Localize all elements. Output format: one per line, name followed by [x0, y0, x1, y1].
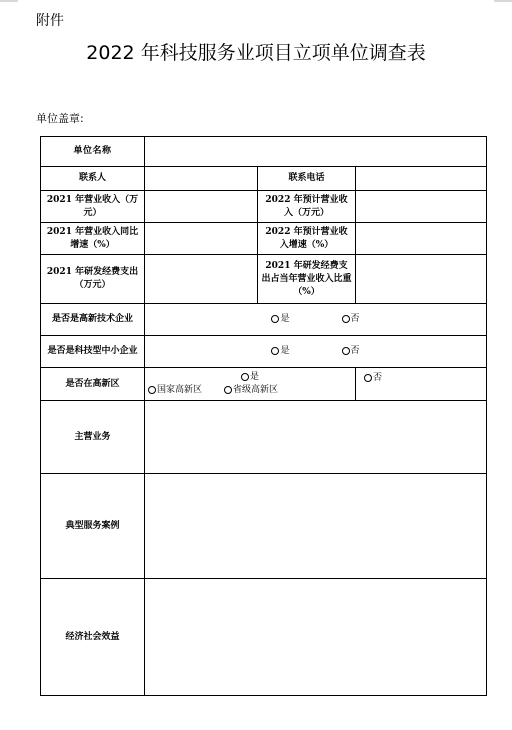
survey-form-table: [40, 136, 487, 696]
revenue-growth-2021-field[interactable]: [145, 223, 258, 255]
radio-icon: [342, 347, 350, 355]
zone-no-option[interactable]: 否: [364, 372, 382, 385]
revenue-2022-est-field[interactable]: [356, 191, 487, 223]
service-cases-field[interactable]: [145, 474, 487, 579]
national-zone-option[interactable]: 国家高新区: [148, 384, 202, 397]
radio-icon: [271, 347, 279, 355]
rd-ratio-2021-field[interactable]: [356, 255, 487, 304]
contact-phone-field[interactable]: [356, 167, 487, 191]
table-row: [41, 579, 487, 696]
unit-name-field[interactable]: [145, 137, 487, 167]
label-in-high-tech-zone: 是否在高新区: [41, 368, 145, 401]
tech-sme-yes-option[interactable]: 是: [271, 345, 289, 358]
revenue-2021-field[interactable]: [145, 191, 258, 223]
label-revenue-2022-est: 2022 年预计营业收入（万元）: [258, 191, 356, 223]
contact-person-field[interactable]: [145, 167, 258, 191]
provincial-zone-option[interactable]: 省级高新区: [224, 384, 278, 397]
radio-icon: [224, 386, 232, 394]
radio-icon: [241, 373, 249, 381]
label-service-cases: 典型服务案例: [41, 474, 145, 579]
table-row: [41, 191, 487, 223]
zone-yes-option[interactable]: 是: [148, 371, 352, 384]
page-corner-mark: [494, 0, 512, 2]
high-tech-enterprise-options: [145, 304, 487, 336]
label-main-business: 主营业务: [41, 401, 145, 474]
label-high-tech-enterprise: 是否是高新技术企业: [41, 304, 145, 336]
attachment-label: 附件: [36, 13, 64, 29]
revenue-growth-2022-est-field[interactable]: [356, 223, 487, 255]
table-row: [41, 255, 487, 304]
table-row: [41, 401, 487, 474]
high-tech-yes-option[interactable]: 是: [271, 313, 289, 326]
tech-sme-options: [145, 336, 487, 368]
table-row: [41, 137, 487, 167]
table-row: [41, 336, 487, 368]
table-row: [41, 304, 487, 336]
high-tech-no-option[interactable]: 否: [342, 313, 360, 326]
tech-sme-no-option[interactable]: 否: [342, 345, 360, 358]
label-tech-sme: 是否是科技型中小企业: [41, 336, 145, 368]
table-row: [41, 368, 487, 401]
label-revenue-growth-2021: 2021 年营业收入同比增速（%）: [41, 223, 145, 255]
label-unit-name: 单位名称: [41, 137, 145, 167]
zone-no-cell: [356, 368, 487, 401]
rd-expense-2021-field[interactable]: [145, 255, 258, 304]
radio-icon: [364, 374, 372, 382]
label-contact-person: 联系人: [41, 167, 145, 191]
table-row: [41, 474, 487, 579]
radio-icon: [342, 315, 350, 323]
stamp-label: 单位盖章:: [36, 112, 84, 125]
socio-economic-benefits-field[interactable]: [145, 579, 487, 696]
label-revenue-growth-2022-est: 2022 年预计营业收入增速（%）: [258, 223, 356, 255]
label-rd-expense-2021: 2021 年研发经费支出（万元）: [41, 255, 145, 304]
page-corner-mark: [0, 0, 18, 2]
table-row: [41, 167, 487, 191]
radio-icon: [271, 315, 279, 323]
high-tech-zone-yes-options: [145, 368, 356, 401]
label-rd-ratio-2021: 2021 年研发经费支出占当年营业收入比重（%）: [258, 255, 356, 304]
label-revenue-2021: 2021 年营业收入（万元）: [41, 191, 145, 223]
label-contact-phone: 联系电话: [258, 167, 356, 191]
label-socio-economic-benefits: 经济社会效益: [41, 579, 145, 696]
radio-icon: [148, 386, 156, 394]
page-title: 2022 年科技服务业项目立项单位调查表: [86, 42, 426, 64]
table-row: [41, 223, 487, 255]
main-business-field[interactable]: [145, 401, 487, 474]
